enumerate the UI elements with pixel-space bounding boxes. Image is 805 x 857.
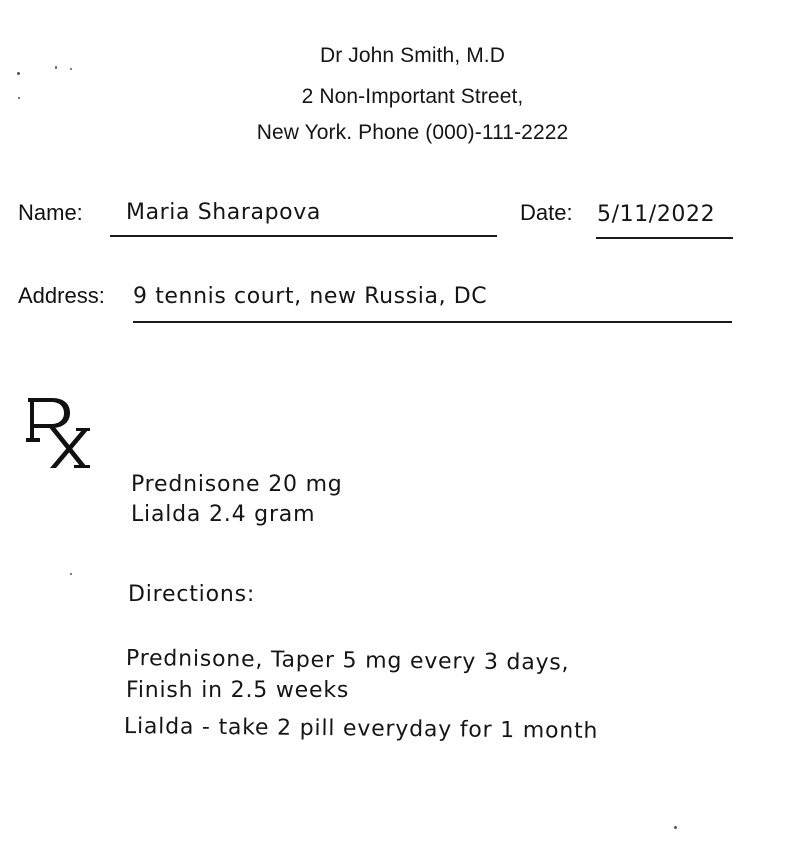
address-value: 9 tennis court, new Russia, DC xyxy=(133,284,488,309)
patient-name-label: Name: xyxy=(18,200,83,225)
scan-speck xyxy=(674,826,677,829)
date-value: 5/11/2022 xyxy=(597,202,716,227)
rx-symbol-icon xyxy=(26,392,90,470)
address-underline xyxy=(133,321,732,323)
scan-speck xyxy=(70,573,72,575)
direction-line: Lialda - take 2 pill everyday for 1 month xyxy=(123,714,599,744)
medication-line: Prednisone 20 mg xyxy=(131,472,343,497)
date-underline xyxy=(596,237,733,239)
directions-heading: Directions: xyxy=(128,582,256,607)
patient-name-value: Maria Sharapova xyxy=(126,200,321,225)
direction-line: Finish in 2.5 weeks xyxy=(126,678,350,703)
doctor-street-address: 2 Non-Important Street, xyxy=(301,85,524,108)
scan-speck xyxy=(17,72,20,75)
scan-speck xyxy=(70,68,72,70)
doctor-name: Dr John Smith, M.D xyxy=(319,44,505,67)
direction-line: Prednisone, Taper 5 mg every 3 days, xyxy=(125,646,570,676)
doctor-city-phone: New York. Phone (000)-111-2222 xyxy=(256,121,569,144)
medication-line: Lialda 2.4 gram xyxy=(131,502,316,527)
patient-name-underline xyxy=(110,235,497,237)
address-label: Address: xyxy=(18,283,105,308)
date-label: Date: xyxy=(520,200,573,225)
